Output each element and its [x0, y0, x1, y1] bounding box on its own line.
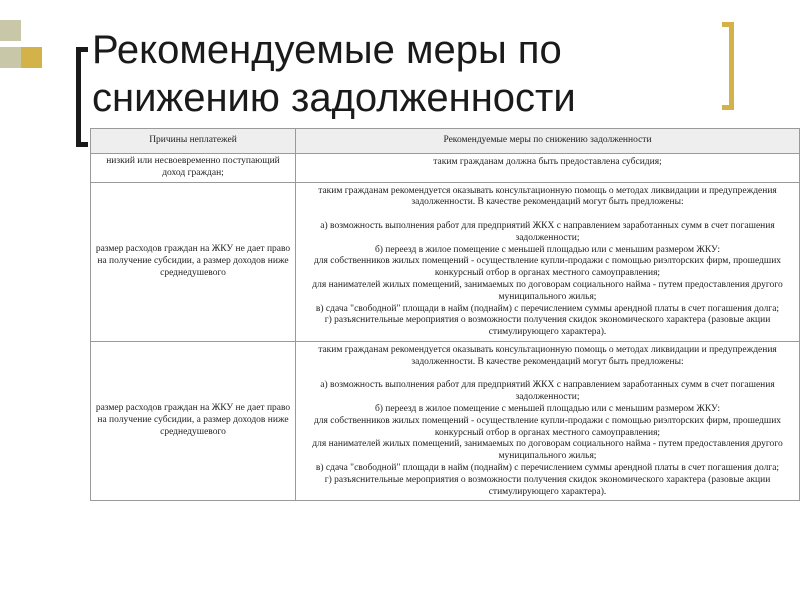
measure-line: для собственников жилых помещений - осуществление купли-продажи с помощью риэлторских фирм, прошедших конкурсный отбор в органах местного самоуправления;: [313, 256, 782, 279]
measures-table: [90, 128, 800, 501]
measure-line: таким гражданам должна быть предоставлена субсидия;: [433, 157, 662, 167]
measures-cell: [296, 341, 800, 500]
measure-line: [300, 369, 795, 381]
cause-cell: размер расходов граждан на ЖКУ не дает право на получение субсидии, а размер доходов ниже среднедушевого: [91, 341, 296, 500]
measures-cell: [296, 154, 800, 183]
measure-line: таким гражданам рекомендуется оказывать консультационную помощь о методах ликвидации и предупреждения задолженности. В качестве рекомендаций могут быть предложены:: [318, 185, 777, 208]
right-bracket-decoration: [722, 22, 734, 110]
decorative-square: [0, 47, 21, 68]
measure-line: а) возможность выполнения работ для предприятий ЖКХ с направлением заработанных сумм в счет погашения задолженности;: [320, 220, 775, 243]
measure-line: г) разъяснительные мероприятия о возможности получения скидок экономического характера (разовые акции стимулирующего характера).: [324, 315, 771, 338]
measure-line: для собственников жилых помещений - осуществление купли-продажи с помощью риэлторских фирм, прошедших конкурсный отбор в органах местного самоуправления;: [313, 415, 782, 438]
measure-line: таким гражданам рекомендуется оказывать консультационную помощь о методах ликвидации и предупреждения задолженности. В качестве рекомендаций могут быть предложены:: [318, 344, 777, 367]
measure-line: б) переезд в жилое помещение с меньшей площадью или с меньшим размером ЖКУ:: [374, 244, 721, 255]
measure-line: а) возможность выполнения работ для предприятий ЖКХ с направлением заработанных сумм в счет погашения задолженности;: [320, 380, 775, 403]
measure-line: для нанимателей жилых помещений, занимаемых по договорам социального найма - путем предоставления другого муниципального жилья;: [312, 279, 783, 302]
measure-line: в) сдача "свободной" площади в найм (поднайм) с перечислением суммы арендной платы в счет погашения долга;: [315, 303, 780, 314]
table-row: [91, 182, 800, 341]
table-row: [91, 341, 800, 500]
measure-line: г) разъяснительные мероприятия о возможности получения скидок экономического характера (разовые акции стимулирующего характера).: [324, 474, 771, 497]
table-row: [91, 154, 800, 183]
left-bracket-decoration: [76, 47, 88, 147]
cause-cell: низкий или несвоевременно поступающий доход граждан;: [91, 154, 296, 183]
header-causes: Причины неплатежей: [91, 129, 296, 154]
measures-cell: [296, 182, 800, 341]
measure-line: в) сдача "свободной" площади в найм (поднайм) с перечислением суммы арендной платы в счет погашения долга;: [315, 462, 780, 473]
measure-line: б) переезд в жилое помещение с меньшей площадью или с меньшим размером ЖКУ:: [374, 403, 721, 414]
measure-line: для нанимателей жилых помещений, занимаемых по договорам социального найма - путем предоставления другого муниципального жилья;: [312, 439, 783, 462]
decorative-square: [0, 20, 21, 41]
measure-line: [300, 209, 795, 221]
decorative-square-accent: [21, 47, 42, 68]
cause-cell: размер расходов граждан на ЖКУ не дает право на получение субсидии, а размер доходов ниже среднедушевого: [91, 182, 296, 341]
slide-title: Рекомендуемые меры по снижению задолженности: [92, 28, 576, 120]
table-header-row: [91, 129, 800, 154]
header-measures: Рекомендуемые меры по снижению задолженности: [296, 129, 800, 154]
